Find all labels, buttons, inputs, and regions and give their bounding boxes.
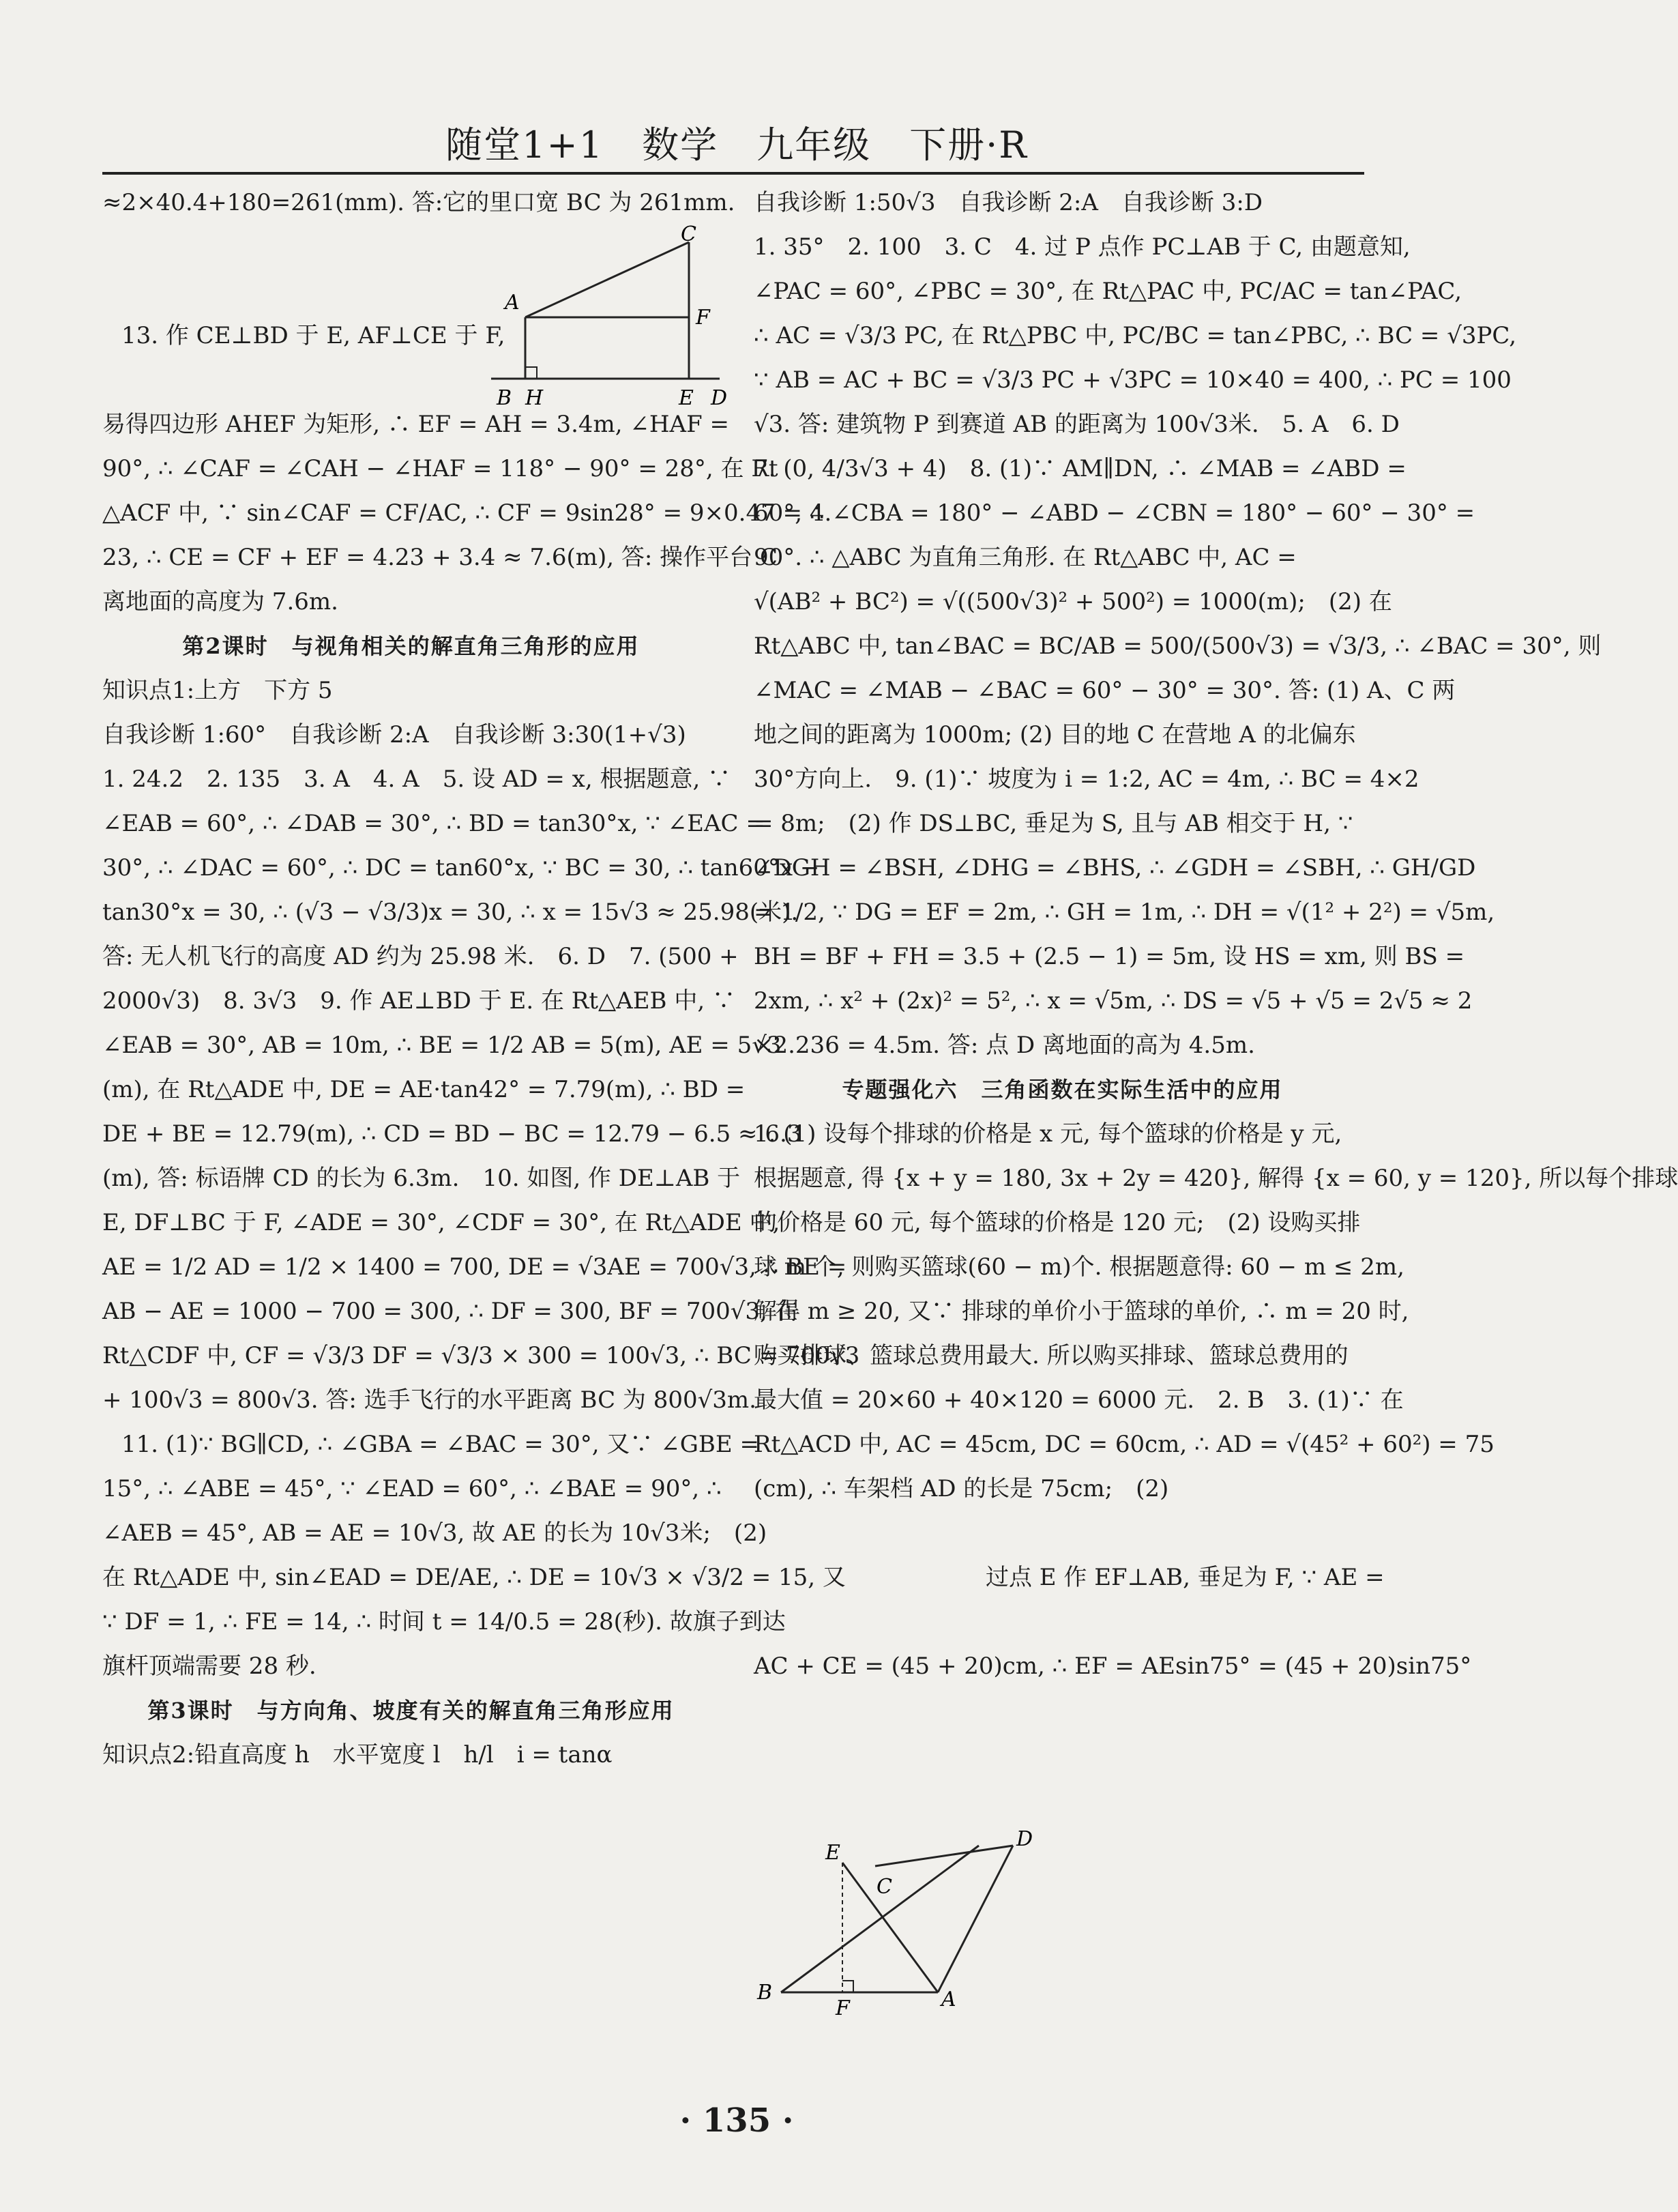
text-line: 根据题意, 得 {x + y = 180, 3x + 2y = 420}, 解得 {x = 60, y = 120}, 所以每个排球 (754, 1165, 1678, 1192)
fig-label: D (1016, 1827, 1033, 1851)
text-line: 1. 24.2 2. 135 3. A 4. A 5. 设 AD = x, 根据题意, ∵ (102, 766, 731, 793)
page-header: 随堂1+1 数学 九年级 下册·R (445, 123, 1028, 166)
fig-label: C (877, 1875, 892, 1899)
text-line: Rt△CDF 中, CF = √3/3 DF = √3/3 × 300 = 100√3, ∴ BC = 700√3 (102, 1342, 860, 1369)
text-line: √(AB² + BC²) = √((500√3)² + 500²) = 1000(m); (2) 在 (754, 588, 1392, 615)
text-line: 30°方向上. 9. (1)∵ 坡度为 i = 1:2, AC = 4m, ∴ BC = 4×2 (754, 766, 1419, 793)
text-line: BH = BF + FH = 3.5 + (2.5 − 1) = 5m, 设 HS = xm, 则 BS = (754, 943, 1465, 970)
fig13-label: E (679, 386, 694, 410)
text-line: 易得四边形 AHEF 为矩形, ∴ EF = AH = 3.4m, ∠HAF = (102, 411, 729, 438)
text-line: AB − AE = 1000 − 700 = 300, ∴ DF = 300, BF = 700√3, 在 (102, 1298, 798, 1325)
text-line: 1. 35° 2. 100 3. C 4. 过 P 点作 PC⊥AB 于 C, 由题意知, (754, 233, 1411, 261)
header-rule (102, 172, 1364, 175)
text-line: 90°. ∴ △ABC 为直角三角形. 在 Rt△ABC 中, AC = (754, 544, 1297, 571)
fig13-label: F (696, 306, 710, 330)
figure-13-diagram (396, 222, 737, 410)
text-line: 过点 E 作 EF⊥AB, 垂足为 F, ∵ AE = (754, 1564, 1385, 1591)
text-line: Rt△ACD 中, AC = 45cm, DC = 60cm, ∴ AD = √(45² + 60²) = 75 (754, 1431, 1495, 1458)
text-line: 30°, ∴ ∠DAC = 60°, ∴ DC = tan60°x, ∵ BC = 30, ∴ tan60°x − (102, 854, 820, 882)
text-line: = 1/2, ∵ DG = EF = 2m, ∴ GH = 1m, ∴ DH = √(1² + 2²) = √5m, (754, 899, 1495, 926)
text-line: + 100√3 = 800√3. 答: 选手飞行的水平距离 BC 为 800√3m. (102, 1386, 756, 1414)
fig13-label: B (497, 386, 512, 410)
text-line: 旗杆顶端需要 28 秒. (102, 1653, 317, 1680)
text-line: (cm), ∴ 车架档 AD 的长是 75cm; (2) (754, 1475, 1169, 1502)
text-line: 7. (0, 4/3√3 + 4) 8. (1)∵ AM∥DN, ∴ ∠MAB = ∠ABD = (754, 455, 1407, 482)
text-line: 第3课时 与方向角、坡度有关的解直角三角形应用 (147, 1698, 675, 1723)
page-number: · 135 · (679, 2101, 794, 2140)
text-line: 13. 作 CE⊥BD 于 E, AF⊥CE 于 F, (121, 322, 505, 349)
text-line: 地之间的距离为 1000m; (2) 目的地 C 在营地 A 的北偏东 (754, 721, 1356, 748)
text-line: ∠DGH = ∠BSH, ∠DHG = ∠BHS, ∴ ∠GDH = ∠SBH, ∴ GH/GD (754, 854, 1476, 882)
text-line: 11. (1)∵ BG∥CD, ∴ ∠GBA = ∠BAC = 30°, 又∵ ∠GBE = (121, 1431, 759, 1458)
text-line: ∵ AB = AC + BC = √3/3 PC + √3PC = 10×40 = 400, ∴ PC = 100 (754, 366, 1512, 394)
fig-label: B (757, 1981, 773, 2005)
text-line: Rt△ABC 中, tan∠BAC = BC/AB = 500/(500√3) = √3/3, ∴ ∠BAC = 30°, 则 (754, 632, 1602, 660)
text-line: 球 m 个, 则购买篮球(60 − m)个. 根据题意得: 60 − m ≤ 2m, (754, 1253, 1404, 1281)
text-line: AC + CE = (45 + 20)cm, ∴ EF = AEsin75° = (45 + 20)sin75° (754, 1653, 1472, 1680)
text-line: 2xm, ∴ x² + (2x)² = 5², ∴ x = √5m, ∴ DS = √5 + √5 = 2√5 ≈ 2 (754, 987, 1473, 1015)
text-line: ∠EAB = 60°, ∴ ∠DAB = 30°, ∴ BD = tan30°x, ∵ ∠EAC = (102, 810, 765, 837)
fig-label: E (825, 1841, 840, 1865)
bike-frame-diagram (754, 1825, 1040, 2020)
text-line: △ACF 中, ∵ sin∠CAF = CF/AC, ∴ CF = 9sin28° = 9×0.47 = 4. (102, 499, 832, 527)
text-line: 自我诊断 1:50√3 自我诊断 2:A 自我诊断 3:D (754, 189, 1263, 216)
text-line: 购买排球、篮球总费用最大. 所以购买排球、篮球总费用的 (754, 1342, 1349, 1369)
text-line: ∵ DF = 1, ∴ FE = 14, ∴ 时间 t = 14/0.5 = 28(秒). 故旗子到达 (102, 1608, 786, 1635)
text-line: √3. 答: 建筑物 P 到赛道 AB 的距离为 100√3米. 5. A 6. D (754, 411, 1400, 438)
text-line: E, DF⊥BC 于 F, ∠ADE = 30°, ∠CDF = 30°, 在 Rt△ADE 中, (102, 1209, 780, 1236)
text-line: 自我诊断 1:60° 自我诊断 2:A 自我诊断 3:30(1+√3) (102, 721, 686, 748)
text-line: = 8m; (2) 作 DS⊥BC, 垂足为 S, 且与 AB 相交于 H, ∵ (754, 810, 1353, 837)
text-line: 知识点1:上方 下方 5 (102, 677, 333, 704)
text-line: 答: 无人机飞行的高度 AD 约为 25.98 米. 6. D 7. (500 + (102, 943, 739, 970)
text-line: 解得 m ≥ 20, 又∵ 排球的单价小于篮球的单价, ∴ m = 20 时, (754, 1298, 1409, 1325)
text-line: ∠MAC = ∠MAB − ∠BAC = 60° − 30° = 30°. 答: (1) A、C 两 (754, 677, 1456, 704)
text-line (754, 1511, 1371, 1556)
text-line: DE + BE = 12.79(m), ∴ CD = BD − BC = 12.79 − 6.5 ≈ 6.3 (102, 1120, 802, 1148)
text-line: (m), 在 Rt△ADE 中, DE = AE·tan42° = 7.79(m), ∴ BD = (102, 1076, 746, 1103)
text-line: 在 Rt△ADE 中, sin∠EAD = DE/AE, ∴ DE = 10√3 × √3/2 = 15, 又 (102, 1564, 846, 1591)
text-line: ∠EAB = 30°, AB = 10m, ∴ BE = 1/2 AB = 5(m), AE = 5√3 (102, 1032, 782, 1059)
text-line: 60°, ∴ ∠CBA = 180° − ∠ABD − ∠CBN = 180° − 60° − 30° = (754, 499, 1475, 527)
text-line: ∠AEB = 45°, AB = AE = 10√3, 故 AE 的长为 10√3米; (2) (102, 1519, 767, 1547)
text-line: 1. (1) 设每个排球的价格是 x 元, 每个篮球的价格是 y 元, (754, 1120, 1342, 1148)
text-line: ×2.236 = 4.5m. 答: 点 D 离地面的高为 4.5m. (754, 1032, 1255, 1059)
text-line: tan30°x = 30, ∴ (√3 − √3/3)x = 30, ∴ x = 15√3 ≈ 25.98(米). (102, 899, 799, 926)
fig13-label: A (505, 291, 520, 315)
text-line: ∴ AC = √3/3 PC, 在 Rt△PBC 中, PC/BC = tan∠PBC, ∴ BC = √3PC, (754, 322, 1517, 349)
fig-label: F (836, 1996, 850, 2020)
right-column (754, 181, 1678, 1689)
fig13-label: D (711, 386, 728, 410)
text-line: 第2课时 与视角相关的解直角三角形的应用 (182, 633, 640, 659)
text-line: 2000√3) 8. 3√3 9. 作 AE⊥BD 于 E. 在 Rt△AEB 中, ∵ (102, 987, 735, 1015)
text-line (754, 1600, 1371, 1644)
text-line: 最大值 = 20×60 + 40×120 = 6000 元. 2. B 3. (1)∵ 在 (754, 1386, 1404, 1414)
fig13-label: H (525, 386, 544, 410)
text-line: 15°, ∴ ∠ABE = 45°, ∵ ∠EAD = 60°, ∴ ∠BAE = 90°, ∴ (102, 1475, 722, 1502)
text-line: (m), 答: 标语牌 CD 的长为 6.3m. 10. 如图, 作 DE⊥AB 于 (102, 1165, 741, 1192)
text-line: AE = 1/2 AD = 1/2 × 1400 = 700, DE = √3AE = 700√3, ∴ BE = (102, 1253, 847, 1281)
text-line: 的价格是 60 元, 每个篮球的价格是 120 元; (2) 设购买排 (754, 1209, 1361, 1236)
text-line: 离地面的高度为 7.6m. (102, 588, 338, 615)
text-line: ≈2×40.4+180=261(mm). 答:它的里口宽 BC 为 261mm. (102, 189, 735, 216)
text-line: 知识点2:铅直高度 h 水平宽度 l h/l i = tanα (102, 1741, 613, 1769)
fig-label: A (941, 1988, 956, 2011)
text-line: 专题强化六 三角函数在实际生活中的应用 (842, 1077, 1283, 1103)
text-line: 90°, ∴ ∠CAF = ∠CAH − ∠HAF = 118° − 90° = 28°, 在 Rt (102, 455, 778, 482)
text-line: 23, ∴ CE = CF + EF = 4.23 + 3.4 ≈ 7.6(m), 答: 操作平台 C (102, 544, 778, 571)
text-line: ∠PAC = 60°, ∠PBC = 30°, 在 Rt△PAC 中, PC/AC = tan∠PAC, (754, 278, 1462, 305)
left-column (102, 181, 860, 1777)
fig13-label: C (681, 222, 696, 246)
